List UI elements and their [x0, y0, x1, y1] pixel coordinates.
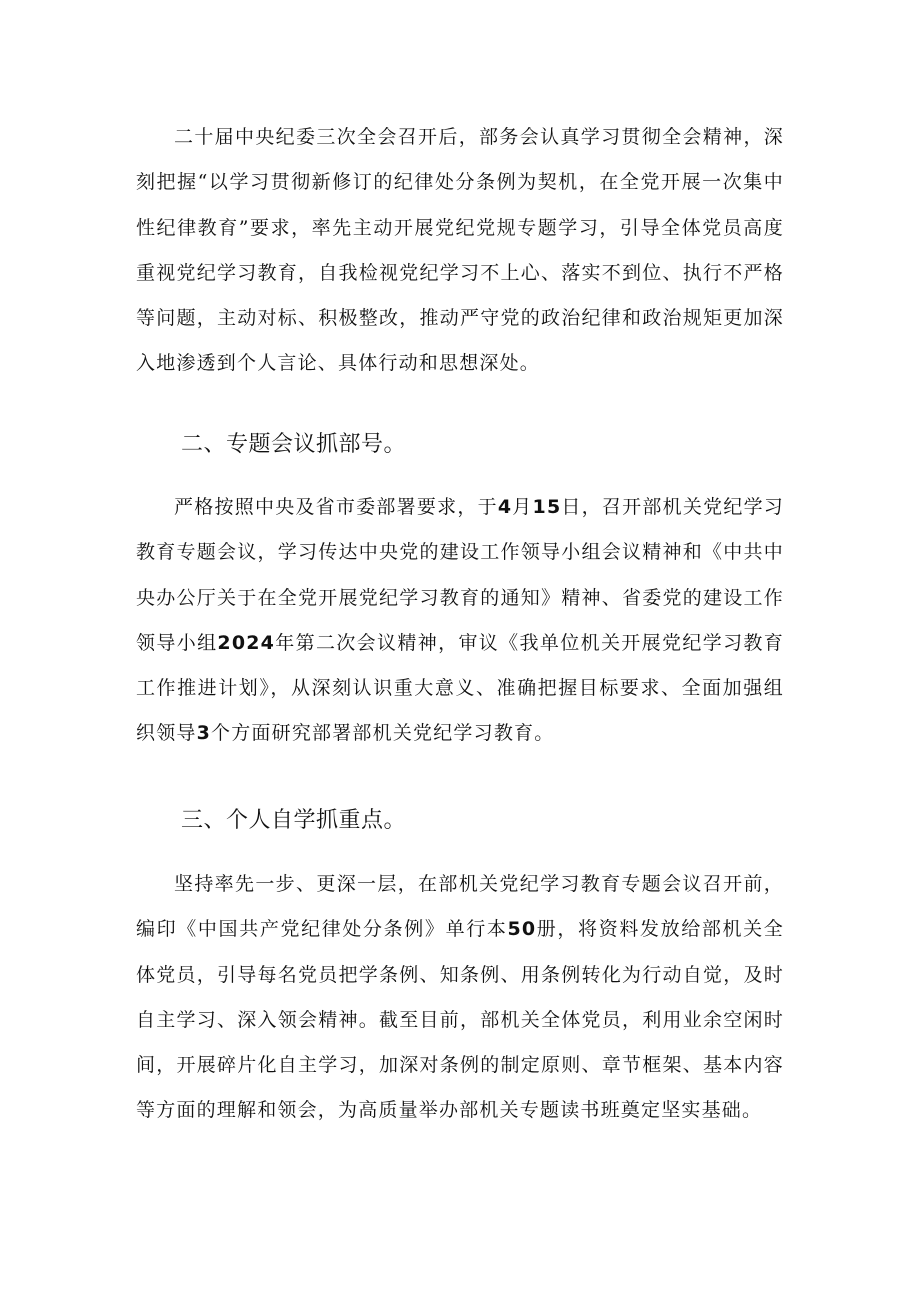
paragraph-1-block	[136, 115, 784, 387]
paragraph-3-block	[136, 862, 784, 1134]
meeting-month: 4	[497, 496, 513, 518]
paragraph-2	[136, 485, 784, 757]
meeting-year: 2024	[217, 631, 276, 654]
section-3-heading: 三、个人自学抓重点。	[181, 808, 407, 833]
section-3-heading-block	[136, 806, 784, 836]
section-2-heading-block	[136, 430, 784, 460]
paragraph-2-text-b: 月	[512, 496, 533, 518]
paragraph-3	[136, 862, 784, 1134]
meeting-day: 15	[532, 496, 562, 518]
paragraph-3-text-a: 坚持率先一步、更深一层，在部机关党纪学习教育专题会议召开前，编印《中国共产党纪律处分条例》单行本	[136, 873, 784, 941]
paragraph-1: 二十届中央纪委三次全会召开后，部务会认真学习贯彻全会精神，深刻把握“以学习贯彻新修订的纪律处分条例为契机，在全党开展一次集中性纪律教育”要求，率先主动开展党纪党规专题学习，引导全体党员高度重视党纪学习教育，自我检视党纪学习不上心、落实不到位、执行不严格等问题，主动对标、积极整改，推动严守党的政治纪律和政治规矩更加深入地渗透到个人言论、具体行动和思想深处。	[136, 126, 784, 375]
paragraph-2-text-e: 个方面研究部署部机关党纪学习教育。	[211, 722, 555, 745]
copies-count: 50	[507, 918, 537, 941]
aspect-count: 3	[196, 722, 212, 745]
paragraph-2-text-c: 日，召开部机关党纪学习教育专题会议，学习传达中央党的建设工作领导小组会议精神和《中共中央办公厅关于在全党开展党纪学习教育的通知》精神、省委党的建设工作领导小组	[136, 496, 785, 654]
section-2-heading: 二、专题会议抓部号。	[181, 432, 407, 457]
paragraph-3-text-b: 册，将资料发放给部机关全体党员，引导每名党员把学条例、知条例、用条例转化为行动自觉，及时自主学习、深入领会精神。截至目前，部机关全体党员，利用业余空闲时间，开展碎片化自主学习，加深对条例的制定原则、章节框架、基本内容等方面的理解和领会，为高质量举办部机关专题读书班奠定坚实基础。	[136, 918, 785, 1122]
paragraph-2-text-d: 年第二次会议精神，审议《我单位机关开展党纪学习教育工作推进计划》，从深刻认识重大意义、准确把握目标要求、全面加强组织领导	[136, 631, 784, 745]
paragraph-2-block	[136, 485, 784, 757]
paragraph-2-text-a: 严格按照中央及省市委部署要求，于	[174, 496, 498, 518]
